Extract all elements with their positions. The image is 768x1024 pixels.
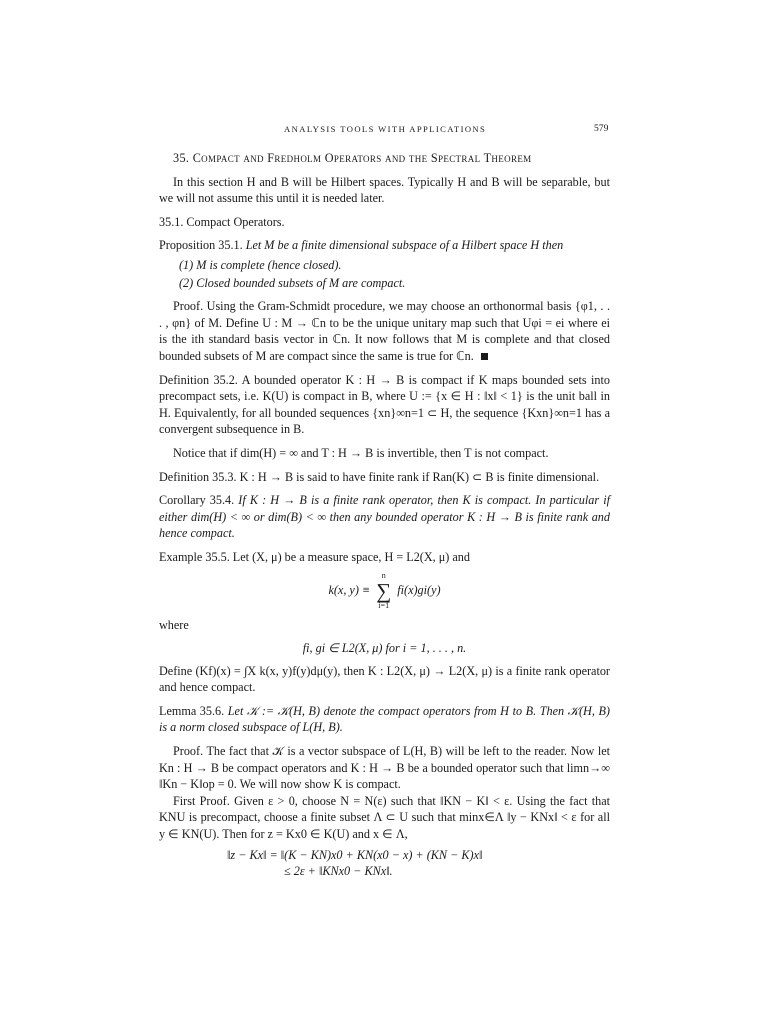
intro-paragraph: In this section H and B will be Hilbert spaces. Typically H and B will be separable, but we will not assume this until it is needed later.	[159, 174, 610, 206]
proof-paragraph	[159, 298, 610, 364]
page-body	[159, 150, 610, 880]
subsection-title: 35.1. Compact Operators.	[159, 214, 285, 229]
proof-text: Using the Gram-Schmidt procedure, we may choose an orthonormal basis {φ1, . . . , φn} of M. Define U : M → ℂn to be the unique unitary map such that Uφi = ei where ei is the ith standard basis vector in ℂn. It now follows that M is complete and that closed bounded subsets of M are compact since the same is true for ℂn.	[159, 299, 610, 363]
sum-lower-limit: i=1	[378, 601, 390, 611]
corollary-text: If K : H → B is a finite rank operator, then K is compact. In particular if either dim(H) < ∞ or dim(B) < ∞ then any bounded operator K : H → B is finite rank and hence compact.	[159, 493, 610, 541]
definition-35-3	[159, 469, 610, 486]
definition-text: K : H → B is said to have finite rank if Ran(K) ⊂ B is finite dimensional.	[239, 469, 600, 484]
proposition-list	[179, 257, 610, 291]
display-line: ‖z − Kx‖ = ‖(K − KN)x0 + KN(x0 − x) + (KN − K)x‖	[227, 847, 483, 862]
kernel-equation	[159, 571, 610, 611]
proof-paragraph	[159, 743, 610, 793]
proposition-label: Proposition 35.1.	[159, 238, 243, 253]
sigma-icon: ∑	[376, 579, 392, 604]
section-title-text: Compact and Fredholm Operators and the Spectral Theorem	[192, 151, 532, 165]
first-proof-paragraph	[159, 793, 610, 843]
proof-label: Proof.	[173, 299, 204, 314]
corollary-35-4	[159, 492, 610, 542]
section-title	[159, 150, 610, 167]
definition-label: Definition 35.3.	[159, 469, 237, 484]
definition-35-2	[159, 372, 610, 438]
definition-text: A bounded operator K : H → B is compact if K maps bounded sets into precompact sets, i.e. K(U) is compact in B, where U := {x ∈ H : ‖x‖ < 1} is the unit ball in H. Equivalently, for all bounded sequences {xn}∞n=1 ⊂ H, the sequence {Kxn}∞n=1 has a convergent subsequence in B.	[159, 372, 610, 437]
page-number: 579	[594, 123, 609, 134]
lemma-label: Lemma 35.6.	[159, 703, 225, 718]
lemma-text: Let 𝒦 := 𝒦(H, B) denote the compact operators from H to B. Then 𝒦(H, B) is a norm closed subspace of L(H, B).	[159, 703, 610, 735]
example-35-5	[159, 549, 610, 566]
definition-label: Definition 35.2.	[159, 372, 238, 387]
proposition-statement: Let M be a finite dimensional subspace of a Hilbert space H then	[245, 238, 564, 253]
sum-symbol	[376, 571, 391, 611]
list-item: (2) Closed bounded subsets of M are compact.	[179, 275, 406, 290]
define-paragraph: Define (Kf)(x) = ∫X k(x, y)f(y)dμ(y), then K : L2(X, μ) → L2(X, μ) is a finite rank operator and hence compact.	[159, 663, 610, 695]
section-number: 35.	[173, 151, 190, 165]
qed-icon	[481, 353, 488, 360]
where-equation: fi, gi ∈ L2(X, μ) for i = 1, . . . , n.	[302, 641, 467, 656]
proposition-35-1	[159, 237, 610, 254]
sum-upper-limit: n	[381, 571, 386, 581]
where-label: where	[159, 618, 189, 633]
running-head-title: ANALYSIS TOOLS WITH APPLICATIONS	[284, 124, 487, 134]
notice-paragraph: Notice that if dim(H) = ∞ and T : H → B is invertible, then T is not compact.	[173, 445, 549, 460]
first-proof-label: First Proof.	[173, 793, 230, 808]
display-inequality	[159, 847, 610, 880]
list-item: (1) M is complete (hence closed).	[179, 257, 342, 272]
equation-lhs: k(x, y) ≡	[328, 583, 371, 598]
first-proof-text: Given ε > 0, choose N = N(ε) such that ‖KN − K‖ < ε. Using the fact that KNU is precompact, choose a finite subset Λ ⊂ U such that minx∈Λ ‖y − KNx‖ < ε for all y ∈ KN(U). Then for z = Kx0 ∈ K(U) and x ∈ Λ,	[159, 793, 611, 841]
corollary-label: Corollary 35.4.	[159, 493, 235, 508]
display-line: ≤ 2ε + ‖KNx0 − KNx‖.	[284, 864, 393, 879]
example-label: Example 35.5.	[159, 549, 230, 564]
equation-rhs: fi(x)gi(y)	[397, 583, 441, 598]
example-text: Let (X, μ) be a measure space, H = L2(X, μ) and	[232, 549, 470, 564]
lemma-35-6	[159, 703, 610, 736]
proof-text: The fact that 𝒦 is a vector subspace of L(H, B) will be left to the reader. Now let Kn : H → B be compact operators and K : H → B be a bounded operator such that limn→∞ ‖Kn − K‖op = 0. We will now show K is compact.	[159, 744, 610, 792]
proof-label: Proof.	[173, 744, 204, 759]
